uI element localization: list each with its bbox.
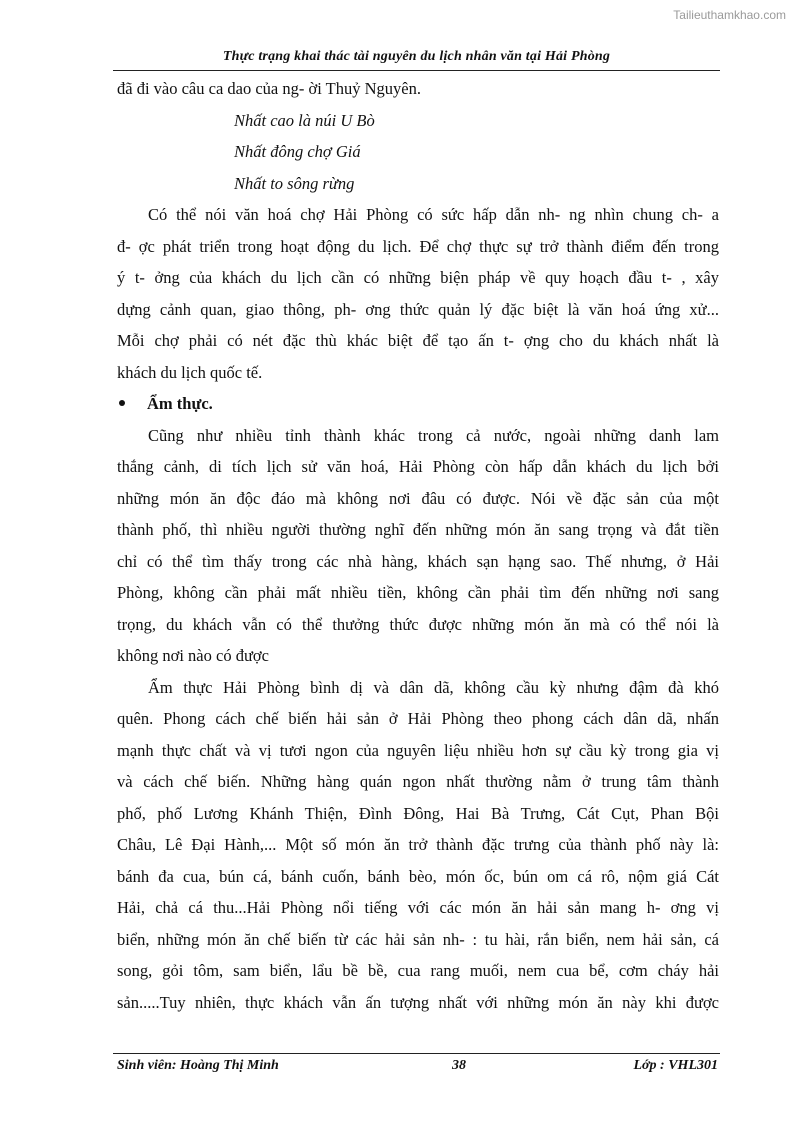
- paragraph-line: ý t- ởng của khách du lịch cần có những biện pháp về quy hoạch đầu t- , xây: [117, 268, 719, 287]
- paragraph-line: quên. Phong cách chế biến hải sản ở Hải Phòng theo phong cách dân dã, nhấn: [117, 709, 719, 728]
- watermark: Tailieuthamkhao.com: [673, 8, 786, 22]
- bullet-icon: [119, 400, 125, 406]
- paragraph-line: Châu, Lê Đại Hành,... Một số món ăn trở thành đặc trưng của thành phố này là:: [117, 835, 719, 854]
- paragraph-line: Mỗi chợ phải có nét đặc thù khác biệt để tạo ấn t- ợng cho du khách nhất là: [117, 331, 719, 350]
- paragraph-line: mạnh thực chất và vị tươi ngon của nguyên liệu nhiều hơn sự cầu kỳ trong gia vị: [117, 740, 719, 760]
- paragraph-line: thắng cảnh, di tích lịch sử văn hoá, Hải Phòng còn hấp dẫn khách du lịch bởi: [117, 457, 719, 476]
- paragraph-line: khách du lịch quốc tế.: [117, 362, 263, 382]
- paragraph-line: Phòng, không cần phải mất nhiều tiền, không cần phải tìm đến những nơi sang: [117, 583, 719, 602]
- text-line: đã đi vào câu ca dao của ng- ời Thuỷ Nguyên.: [117, 79, 421, 98]
- paragraph-line: phố, phố Lương Khánh Thiện, Đình Đông, Hai Bà Trưng, Cát Cụt, Phan Bội: [117, 803, 719, 823]
- paragraph-line: Hải, chả cá thu...Hải Phòng nổi tiếng với các món ăn hải sản mang h- ơng vị: [117, 898, 719, 917]
- paragraph-line: Cũng như nhiều tỉnh thành khác trong cả nước, ngoài những danh lam: [148, 425, 719, 445]
- page-number: 38: [452, 1058, 466, 1073]
- running-header: Thực trạng khai thác tài nguyên du lịch nhân văn tại Hải Phòng: [222, 49, 611, 64]
- poem-line: Nhất đông chợ Giá: [234, 142, 361, 161]
- poem-line: Nhất cao là núi U Bò: [234, 110, 375, 130]
- paragraph-line: dựng cảnh quan, giao thông, ph- ơng thức quản lý đặc biệt là văn hoá ứng xử...: [117, 299, 719, 319]
- paragraph-line: chỉ có thể tìm thấy trong các nhà hàng, khách sạn hạng sao. Thế nhưng, ở Hải: [117, 551, 719, 571]
- footer-divider: [113, 1053, 720, 1054]
- paragraph-line: không nơi nào có được: [117, 646, 269, 665]
- section-title: Ẩm thực.: [147, 394, 213, 413]
- paragraph-line: sản.....Tuy nhiên, thực khách vẫn ấn tượng nhất với những món ăn này khi được: [117, 992, 719, 1012]
- paragraph-line: thành phố, thì nhiều người thường nghĩ đến những món ăn sang trọng và đắt tiền: [117, 520, 719, 539]
- paragraph-line: biển, những món ăn chế biến từ các hải sản nh- : tu hài, rắn biển, nem hải sản, cá: [117, 929, 719, 949]
- paragraph-line: song, gỏi tôm, sam biển, lẩu bề bề, cua rang muối, nem cua bể, cơm cháy hải: [117, 961, 719, 980]
- paragraph-line: bánh đa cua, bún cá, bánh cuốn, bánh bèo, món ốc, bún om cá rô, nộm giá Cát: [117, 866, 719, 886]
- paragraph-line: và cách chế biến. Những hàng quán ngon nhất thường nằm ở trung tâm thành: [117, 772, 719, 791]
- poem-line: Nhất to sông rừng: [234, 173, 355, 193]
- footer-student: Sinh viên: Hoàng Thị Minh: [117, 1058, 279, 1073]
- paragraph-line: trọng, du khách vẫn có thể thưởng thức được những món ăn mà có thể nói là: [117, 614, 719, 634]
- paragraph-line: đ- ợc phát triển trong hoạt động du lịch. Để chợ thực sự trở thành điểm đến trong: [117, 236, 719, 256]
- section-heading: [117, 388, 719, 420]
- paragraph-line: những món ăn độc đáo mà không nơi đâu có được. Nói về đặc sản của một: [117, 488, 719, 508]
- footer-class: Lớp : VHL301: [633, 1058, 718, 1073]
- page-body: [117, 73, 719, 1018]
- header-divider: [113, 70, 720, 71]
- paragraph-line: Có thể nói văn hoá chợ Hải Phòng có sức hấp dẫn nh- ng nhìn chung ch- a: [148, 205, 719, 224]
- paragraph-line: Ẩm thực Hải Phòng bình dị và dân dã, không cầu kỳ nhưng đậm đà khó: [148, 677, 719, 697]
